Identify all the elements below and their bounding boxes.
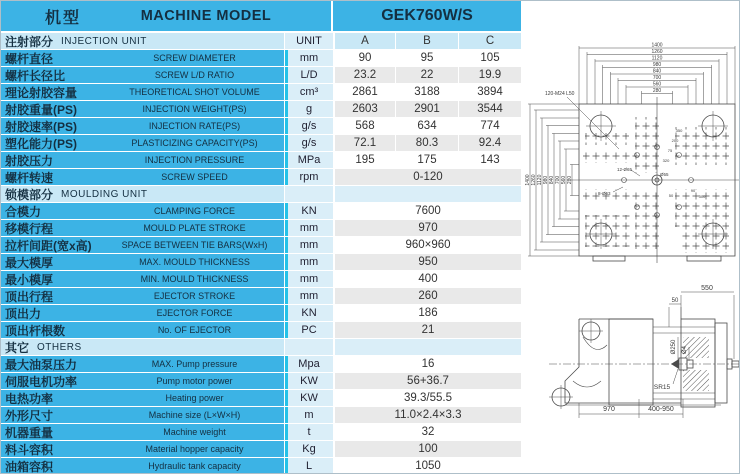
value-a: 568: [333, 118, 395, 135]
label-en: Hydraulic tank capacity: [148, 461, 241, 471]
label-en: MAX. Pump pressure: [151, 359, 238, 369]
row-label: [1, 203, 284, 220]
label-cn: 电热功率: [5, 391, 54, 406]
label-en: SCREW DIAMETER: [153, 53, 236, 63]
table-row-pump-pressure: [1, 356, 521, 373]
col-header-b: B: [395, 33, 458, 50]
row-label: [1, 220, 284, 237]
table-row-heating-power: [1, 390, 521, 407]
section-unit-filler: [284, 186, 333, 203]
section-unit-filler: [284, 339, 333, 356]
label-cn: 螺杆转速: [5, 170, 54, 185]
label-en: EJECTOR STROKE: [153, 291, 236, 301]
unit-cell: MPa: [284, 152, 333, 169]
section-moulding: [1, 186, 521, 203]
value-span: 100: [333, 441, 521, 458]
label-cn: 理论射胶容量: [5, 85, 78, 100]
value-span: 39.3/55.5: [333, 390, 521, 407]
label-cn: 伺服电机功率: [5, 374, 78, 389]
label-en: CLAMPING FORCE: [153, 206, 235, 216]
section-others: [1, 339, 521, 356]
value-span: 970: [333, 220, 521, 237]
value-span: 21: [333, 322, 521, 339]
section-en: OTHERS: [37, 341, 82, 353]
label-cn: 螺杆直径: [5, 51, 54, 66]
table-row-ejector-stroke: [1, 288, 521, 305]
dim-label: 90: [690, 188, 696, 193]
row-label: [1, 254, 284, 271]
dim-label: 840: [652, 68, 662, 75]
value-c: 3544: [458, 101, 521, 118]
label-cn: 外形尺寸: [5, 408, 54, 423]
table-row-ejector-force: [1, 305, 521, 322]
dim-label: 300: [698, 194, 706, 199]
label-en: SCREW SPEED: [161, 172, 228, 182]
dim-label: 350: [675, 128, 683, 133]
unit-cell: t: [284, 424, 333, 441]
row-label: [1, 407, 284, 424]
label-en: Pump motor power: [156, 376, 233, 386]
value-a: 90: [333, 50, 395, 67]
label-cn: 顶出杆根数: [5, 323, 66, 338]
section-label: [1, 33, 284, 50]
unit-cell: KW: [284, 373, 333, 390]
label-en: EJECTOR FORCE: [156, 308, 233, 318]
label-en: Material hopper capacity: [145, 444, 244, 454]
unit-cell: cm³: [284, 84, 333, 101]
value-c: 143: [458, 152, 521, 169]
label-cn: 移模行程: [5, 221, 54, 236]
unit-cell: KN: [284, 305, 333, 322]
unit-cell: g: [284, 101, 333, 118]
table-row-plasticizing: [1, 135, 521, 152]
row-label: [1, 67, 284, 84]
value-span: 400: [333, 271, 521, 288]
unit-cell: KN: [284, 203, 333, 220]
label-en: SPACE BETWEEN TIE BARS(WxH): [121, 240, 268, 250]
dim-label: 200: [671, 138, 679, 143]
machine-side-view: [549, 319, 739, 409]
value-a: 2861: [333, 84, 395, 101]
unit-cell: Mpa: [284, 356, 333, 373]
table-row-injection-pressure: [1, 152, 521, 169]
col-header-c: C: [458, 33, 521, 50]
table-row-hopper-capacity: [1, 441, 521, 458]
unit-cell: mm: [284, 288, 333, 305]
section-cn: 其它: [5, 340, 30, 355]
label-cn: 最大油泵压力: [5, 357, 78, 372]
section-cn: 锁模部分: [5, 187, 54, 202]
dim-sr15: SR15: [653, 384, 671, 391]
section-en: INJECTION UNIT: [61, 35, 147, 47]
value-span: 950: [333, 254, 521, 271]
label-cn: 油箱容积: [5, 459, 54, 474]
dim-label: 1120: [651, 55, 663, 62]
table-row-tie-bar-space: [1, 237, 521, 254]
spec-table: [1, 1, 521, 473]
technical-drawing-panel: [521, 1, 740, 473]
table-row-clamping-force: [1, 203, 521, 220]
row-label: [1, 424, 284, 441]
value-span: 16: [333, 356, 521, 373]
section-injection: [1, 33, 521, 50]
dim-label: 700: [652, 75, 662, 81]
unit-cell: mm: [284, 254, 333, 271]
table-row-shot-volume: [1, 84, 521, 101]
table-row-injection-weight: [1, 101, 521, 118]
unit-cell: mm: [284, 237, 333, 254]
section-label: [1, 186, 284, 203]
dim-label: 560: [561, 175, 567, 185]
unit-cell: L: [284, 458, 333, 474]
label-en: THEORETICAL SHOT VOLUME: [129, 87, 260, 97]
label-en: INJECTION RATE(PS): [148, 121, 241, 131]
unit-cell: mm: [284, 220, 333, 237]
value-a: 2603: [333, 101, 395, 118]
unit-cell: mm: [284, 50, 333, 67]
table-row-screw-diameter: [1, 50, 521, 67]
table-row-mould-stroke: [1, 220, 521, 237]
dim-nozzle: Ø4: [682, 345, 688, 355]
label-en: PLASTICIZING CAPACITY(PS): [131, 138, 258, 148]
table-row-max-mould-thickness: [1, 254, 521, 271]
platen-drawing: [521, 1, 740, 474]
table-row-min-mould-thickness: [1, 271, 521, 288]
table-row-ejector-count: [1, 322, 521, 339]
unit-cell: KW: [284, 390, 333, 407]
section-value-filler: [333, 339, 521, 356]
value-span: 260: [333, 288, 521, 305]
unit-cell: Kg: [284, 441, 333, 458]
row-label: [1, 305, 284, 322]
dim-label: 280: [567, 175, 573, 185]
value-b: 634: [395, 118, 458, 135]
dim-label: 75: [667, 148, 673, 153]
row-label: [1, 237, 284, 254]
dim-label: 1120: [537, 174, 543, 186]
dim-label: 1260: [531, 174, 537, 186]
value-b: 95: [395, 50, 458, 67]
dim-label: 50: [668, 193, 674, 198]
label-en: Machine size (L×W×H): [148, 410, 241, 420]
value-c: 3894: [458, 84, 521, 101]
section-label: [1, 339, 284, 356]
row-label: [1, 169, 284, 186]
dim-label: 840: [549, 175, 555, 185]
label-en: MIN. MOULD THICKNESS: [140, 274, 249, 284]
dim-label: 280: [652, 88, 662, 94]
row-label: [1, 288, 284, 305]
label-cn: 螺杆长径比: [5, 68, 66, 83]
value-b: 3188: [395, 84, 458, 101]
row-label: [1, 101, 284, 118]
row-label: [1, 135, 284, 152]
dim-50: 50: [671, 298, 679, 304]
dim-label: 560: [652, 81, 662, 88]
label-cn: 射胶重量(PS): [5, 102, 78, 117]
value-a: 72.1: [333, 135, 395, 152]
row-label: [1, 152, 284, 169]
dim-label: 320: [662, 158, 670, 163]
value-span: 186: [333, 305, 521, 322]
label-en: Heating power: [165, 393, 224, 403]
label-en: MOULD PLATE STROKE: [143, 223, 246, 233]
table-row-machine-weight: [1, 424, 521, 441]
col-header-a: A: [333, 33, 395, 50]
section-cn: 注射部分: [5, 34, 54, 49]
holes8-callout: 8-Ø63: [598, 191, 611, 196]
label-en: Machine weight: [163, 427, 226, 437]
label-en: MAX. MOULD THICKNESS: [139, 257, 250, 267]
top-dimension-labels: [651, 43, 662, 95]
unit-cell: mm: [284, 271, 333, 288]
label-cn: 顶出行程: [5, 289, 54, 304]
value-c: 105: [458, 50, 521, 67]
value-b: 2901: [395, 101, 458, 118]
center-hole-callout: Ø55: [660, 172, 669, 177]
unit-cell: L/D: [284, 67, 333, 84]
table-row-machine-size: [1, 407, 521, 424]
row-label: [1, 84, 284, 101]
value-span: 11.0×2.4×3.3: [333, 407, 521, 424]
machine-model-en: MACHINE MODEL: [140, 8, 272, 24]
label-cn: 最大模厚: [5, 255, 54, 270]
label-cn: 顶出力: [5, 306, 42, 321]
unit-cell: PC: [284, 322, 333, 339]
row-label: [1, 373, 284, 390]
value-b: 80.3: [395, 135, 458, 152]
dim-label: 700: [555, 175, 561, 185]
row-label: [1, 118, 284, 135]
value-a: 23.2: [333, 67, 395, 84]
machine-model-row: [1, 1, 521, 33]
row-label: [1, 441, 284, 458]
unit-cell: g/s: [284, 135, 333, 152]
table-row-screw-speed: [1, 169, 521, 186]
holes12-callout: 12-Ø65: [617, 167, 633, 172]
label-cn: 合模力: [5, 204, 42, 219]
machine-model-label: [1, 1, 333, 31]
value-c: 774: [458, 118, 521, 135]
dim-550: 550: [701, 285, 713, 292]
unit-cell: m: [284, 407, 333, 424]
value-c: 19.9: [458, 67, 521, 84]
label-cn: 机器重量: [5, 425, 54, 440]
value-span: 7600: [333, 203, 521, 220]
value-b: 175: [395, 152, 458, 169]
unit-cell: g/s: [284, 118, 333, 135]
label-cn: 料斗容积: [5, 442, 54, 457]
left-dimension-labels: [525, 174, 573, 185]
value-b: 22: [395, 67, 458, 84]
row-label: [1, 390, 284, 407]
value-span: 1050: [333, 458, 521, 474]
unit-cell: rpm: [284, 169, 333, 186]
label-en: No. OF EJECTOR: [157, 325, 232, 335]
table-row-injection-rate: [1, 118, 521, 135]
label-cn: 最小模厚: [5, 272, 54, 287]
col-header-unit: UNIT: [284, 33, 333, 50]
value-a: 195: [333, 152, 395, 169]
bolt-callout: 120-M24 L50: [545, 91, 575, 97]
row-label: [1, 458, 284, 474]
machine-model-value: GEK760W/S: [381, 7, 473, 24]
section-value-filler: [333, 186, 521, 203]
label-en: INJECTION WEIGHT(PS): [142, 104, 247, 114]
value-span: 32: [333, 424, 521, 441]
platen-front-view: [571, 97, 739, 263]
row-label: [1, 356, 284, 373]
value-c: 92.4: [458, 135, 521, 152]
label-cn: 射胶速率(PS): [5, 119, 78, 134]
label-en: INJECTION PRESSURE: [144, 155, 245, 165]
dim-label: 980: [652, 62, 662, 68]
section-en: MOULDING UNIT: [61, 188, 148, 200]
dim-label: 1400: [525, 174, 531, 186]
row-label: [1, 322, 284, 339]
value-span: 960×960: [333, 237, 521, 254]
label-en: SCREW L/D RATIO: [154, 70, 235, 80]
label-cn: 塑化能力(PS): [5, 136, 78, 151]
dim-range: 400-950: [648, 406, 674, 413]
table-row-ld-ratio: [1, 67, 521, 84]
machine-model-cn: 机型: [45, 9, 82, 27]
dim-ring: Ø250: [671, 339, 677, 355]
label-cn: 拉杆间距(宽x高): [5, 238, 92, 253]
row-label: [1, 271, 284, 288]
dim-label: 1400: [651, 42, 663, 49]
value-span: 0-120: [333, 169, 521, 186]
table-row-tank-capacity: [1, 458, 521, 474]
dim-label: 980: [543, 175, 549, 185]
table-row-pump-motor-power: [1, 373, 521, 390]
label-cn: 射胶压力: [5, 153, 54, 168]
dim-970: 970: [603, 406, 615, 413]
value-span: 56+36.7: [333, 373, 521, 390]
dim-label: 1260: [651, 49, 663, 55]
row-label: [1, 50, 284, 67]
